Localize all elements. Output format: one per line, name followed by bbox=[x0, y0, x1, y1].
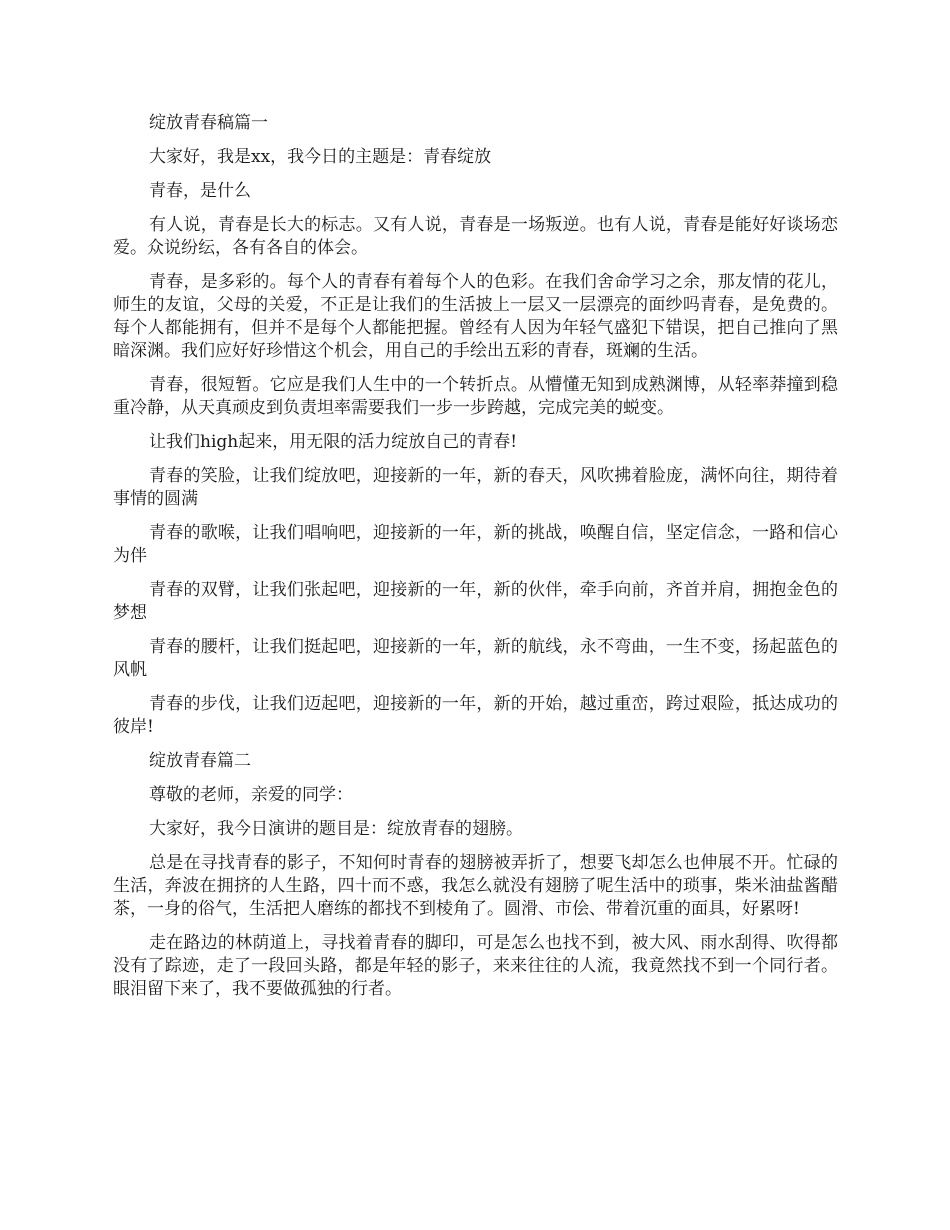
body-paragraph: 走在路边的林荫道上，寻找着青春的脚印，可是怎么也找不到，被大风、雨水刮得、吹得都没有了踪迹，走了一段回头路，都是年轻的影子，来来往往的人流，我竟然找不到一个同行者。眼泪留下来了，我不要做孤独的行者。 bbox=[113, 933, 838, 999]
body-paragraph: 青春，很短暂。它应是我们人生中的一个转折点。从懵懂无知到成熟渊博，从轻率莽撞到稳重冷静，从天真顽皮到负责坦率需要我们一步一步跨越，完成完美的蜕变。 bbox=[113, 375, 838, 418]
body-paragraph: 青春的步伐，让我们迈起吧，迎接新的一年，新的开始，越过重峦，跨过艰险，抵达成功的彼岸! bbox=[113, 694, 838, 737]
body-paragraph: 有人说，青春是长大的标志。又有人说，青春是一场叛逆。也有人说，青春是能好好谈场恋爱。众说纷纭，各有各自的体会。 bbox=[113, 215, 838, 258]
body-paragraph: 总是在寻找青春的影子，不知何时青春的翅膀被弄折了，想要飞却怎么也伸展不开。忙碌的生活，奔波在拥挤的人生路，四十而不惑，我怎么就没有翅膀了呢生活中的琐事，柴米油盐酱醋茶，一身的俗气，生活把人磨练的都找不到棱角了。圆滑、市侩、带着沉重的面具，好累呀! bbox=[113, 853, 838, 919]
body-paragraph: 大家好，我今日演讲的题目是：绽放青春的翅膀。 bbox=[149, 819, 523, 839]
section-title-1: 绽放青春稿篇一 bbox=[149, 113, 268, 133]
body-paragraph: 青春，是多彩的。每个人的青春有着每个人的色彩。在我们舍命学习之余，那友情的花儿，师生的友谊，父母的关爱，不正是让我们的生活披上一层又一层漂亮的面纱吗青春，是免费的。每个人都能拥有，但并不是每个人都能把握。曾经有人因为年轻气盛犯下错误，把自己推向了黑暗深渊。我们应好好珍惜这个机会，用自己的手绘出五彩的青春，斑斓的生活。 bbox=[113, 272, 838, 361]
body-paragraph: 青春的歌喉，让我们唱响吧，迎接新的一年，新的挑战，唤醒自信，坚定信念，一路和信心为伴 bbox=[113, 523, 838, 566]
body-paragraph: 青春的双臂，让我们张起吧，迎接新的一年，新的伙伴，牵手向前，齐首并肩，拥抱金色的梦想 bbox=[113, 580, 838, 623]
section-title-2: 绽放青春篇二 bbox=[149, 751, 251, 771]
greeting-paragraph: 大家好，我是xx，我今日的主题是：青春绽放 bbox=[149, 147, 492, 167]
salutation-paragraph: 尊敬的老师，亲爱的同学： bbox=[149, 785, 353, 805]
body-paragraph: 青春的腰杆，让我们挺起吧，迎接新的一年，新的航线，永不弯曲，一生不变，扬起蓝色的风帆 bbox=[113, 637, 838, 680]
body-paragraph: 让我们high起来，用无限的活力绽放自己的青春! bbox=[149, 432, 518, 452]
question-paragraph: 青春，是什么 bbox=[149, 181, 251, 201]
document-body bbox=[113, 112, 838, 1012]
body-paragraph: 青春的笑脸，让我们绽放吧，迎接新的一年，新的春天，风吹拂着脸庞，满怀向往，期待着事情的圆满 bbox=[113, 466, 838, 509]
